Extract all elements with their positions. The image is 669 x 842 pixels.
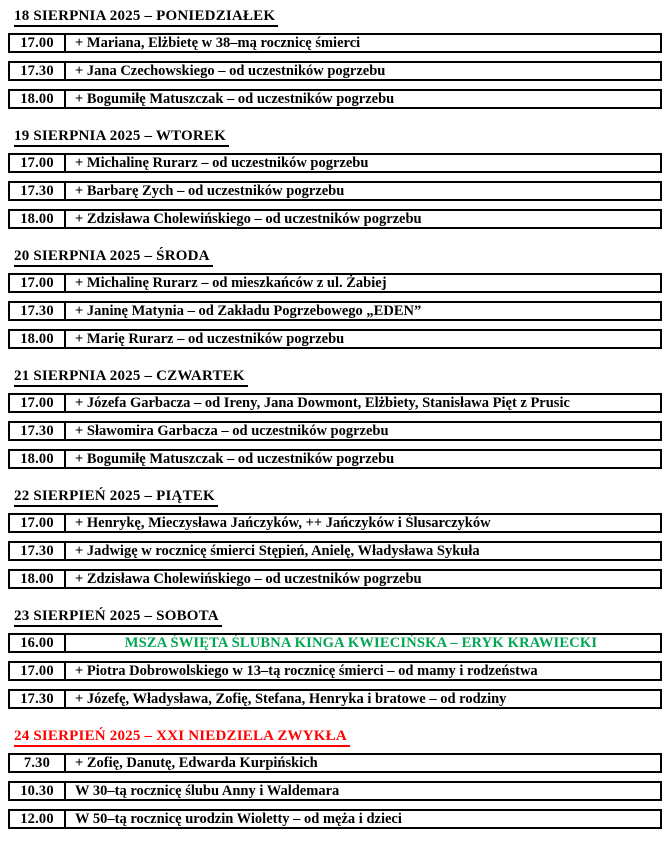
day-section: [8, 720, 662, 840]
mass-intention: + Barbarę Zych – od uczestników pogrzebu: [75, 183, 345, 199]
mass-intention: + Bogumiłę Matuszczak – od uczestników pogrzebu: [75, 91, 395, 107]
mass-intention: + Piotra Dobrowolskiego w 13–tą rocznicę śmierci – od mamy i rodzeństwa: [75, 663, 538, 679]
mass-row: [8, 329, 662, 349]
mass-time: 10.30: [10, 783, 66, 799]
mass-intention: + Janinę Matynia – od Zakładu Pogrzebowego „EDEN”: [75, 303, 422, 319]
mass-intention: + Henrykę, Mieczysława Jańczyków, ++ Jańczyków i Ślusarczyków: [75, 515, 491, 531]
mass-row: [8, 541, 662, 561]
mass-time: 17.30: [10, 183, 66, 199]
rows: [8, 393, 662, 469]
mass-row: [8, 61, 662, 81]
mass-row: [8, 33, 662, 53]
mass-time: 17.00: [10, 395, 66, 411]
day-section: [8, 480, 662, 600]
mass-row: [8, 421, 662, 441]
mass-row: [8, 181, 662, 201]
mass-time: 17.30: [10, 423, 66, 439]
mass-intention: + Jana Czechowskiego – od uczestników pogrzebu: [75, 63, 386, 79]
mass-time: 17.30: [10, 543, 66, 559]
mass-time: 17.30: [10, 63, 66, 79]
mass-intention: + Józefę, Władysława, Zofię, Stefana, Henryka i bratowe – od rodziny: [75, 691, 507, 707]
mass-time: 18.00: [10, 91, 66, 107]
rows: [8, 753, 662, 829]
mass-row: [8, 753, 662, 773]
day-header: [14, 0, 662, 25]
day-header: [14, 120, 662, 145]
mass-intention: MSZA ŚWIĘTA ŚLUBNA KINGA KWIECIŃSKA – ERYK KRAWIECKI: [124, 635, 598, 651]
mass-row: [8, 633, 662, 653]
mass-time: 17.00: [10, 35, 66, 51]
mass-time: 17.00: [10, 155, 66, 171]
rows: [8, 33, 662, 109]
mass-row: [8, 809, 662, 829]
mass-intention: + Bogumiłę Matuszczak – od uczestników pogrzebu: [75, 451, 395, 467]
mass-row: [8, 89, 662, 109]
mass-row: [8, 153, 662, 173]
rows: [8, 273, 662, 349]
day-header-text: 20 SIERPNIA 2025 – ŚRODA: [14, 248, 213, 267]
mass-intention: + Mariana, Elżbietę w 38–mą rocznicę śmierci: [75, 35, 361, 51]
mass-time: 17.30: [10, 303, 66, 319]
mass-row: [8, 301, 662, 321]
mass-row: [8, 209, 662, 229]
day-header-text: 23 SIERPIEŃ 2025 – SOBOTA: [14, 608, 222, 627]
day-header: [14, 720, 662, 745]
mass-row: [8, 513, 662, 533]
mass-time: 18.00: [10, 451, 66, 467]
mass-intention: W 30–tą rocznicę ślubu Anny i Waldemara: [75, 783, 340, 799]
mass-intention: + Józefa Garbacza – od Ireny, Jana Dowmont, Elżbiety, Stanisława Pięt z Prusic: [75, 395, 570, 411]
mass-time: 7.30: [10, 755, 66, 771]
day-header-text: 24 SIERPIEŃ 2025 – XXI NIEDZIELA ZWYKŁA: [14, 728, 350, 747]
day-section: [8, 360, 662, 480]
mass-time: 17.00: [10, 663, 66, 679]
mass-time: 18.00: [10, 331, 66, 347]
mass-intention: + Zdzisława Cholewińskiego – od uczestników pogrzebu: [75, 211, 422, 227]
mass-intention: + Jadwigę w rocznicę śmierci Stępień, Anielę, Władysława Sykuła: [75, 543, 480, 559]
mass-time: 17.30: [10, 691, 66, 707]
mass-row: [8, 781, 662, 801]
day-section: [8, 120, 662, 240]
mass-intention: + Marię Rurarz – od uczestników pogrzebu: [75, 331, 345, 347]
mass-time: 18.00: [10, 571, 66, 587]
day-header: [14, 360, 662, 385]
mass-intention: + Zofię, Danutę, Edwarda Kurpińskich: [75, 755, 318, 771]
mass-row: [8, 393, 662, 413]
mass-time: 18.00: [10, 211, 66, 227]
mass-intention: + Sławomira Garbacza – od uczestników pogrzebu: [75, 423, 389, 439]
mass-intention: + Zdzisława Cholewińskiego – od uczestników pogrzebu: [75, 571, 422, 587]
mass-time: 17.00: [10, 275, 66, 291]
mass-intention: + Michalinę Rurarz – od mieszkańców z ul. Żabiej: [75, 275, 387, 291]
day-header: [14, 480, 662, 505]
mass-row: [8, 449, 662, 469]
rows: [8, 513, 662, 589]
day-header: [14, 240, 662, 265]
mass-time: 17.00: [10, 515, 66, 531]
day-section: [8, 240, 662, 360]
day-section: [8, 0, 662, 120]
day-header: [14, 600, 662, 625]
day-section: [8, 600, 662, 720]
day-header-text: 22 SIERPIEŃ 2025 – PIĄTEK: [14, 488, 218, 507]
day-header-text: 21 SIERPNIA 2025 – CZWARTEK: [14, 368, 248, 387]
mass-row: [8, 569, 662, 589]
mass-row: [8, 273, 662, 293]
mass-row: [8, 661, 662, 681]
mass-intention: + Michalinę Rurarz – od uczestników pogrzebu: [75, 155, 369, 171]
day-header-text: 18 SIERPNIA 2025 – PONIEDZIAŁEK: [14, 8, 278, 27]
mass-time: 16.00: [10, 635, 66, 651]
mass-time: 12.00: [10, 811, 66, 827]
rows: [8, 153, 662, 229]
mass-row: [8, 689, 662, 709]
day-header-text: 19 SIERPNIA 2025 – WTOREK: [14, 128, 229, 147]
rows: [8, 633, 662, 709]
mass-intention: W 50–tą rocznicę urodzin Wioletty – od męża i dzieci: [75, 811, 402, 827]
